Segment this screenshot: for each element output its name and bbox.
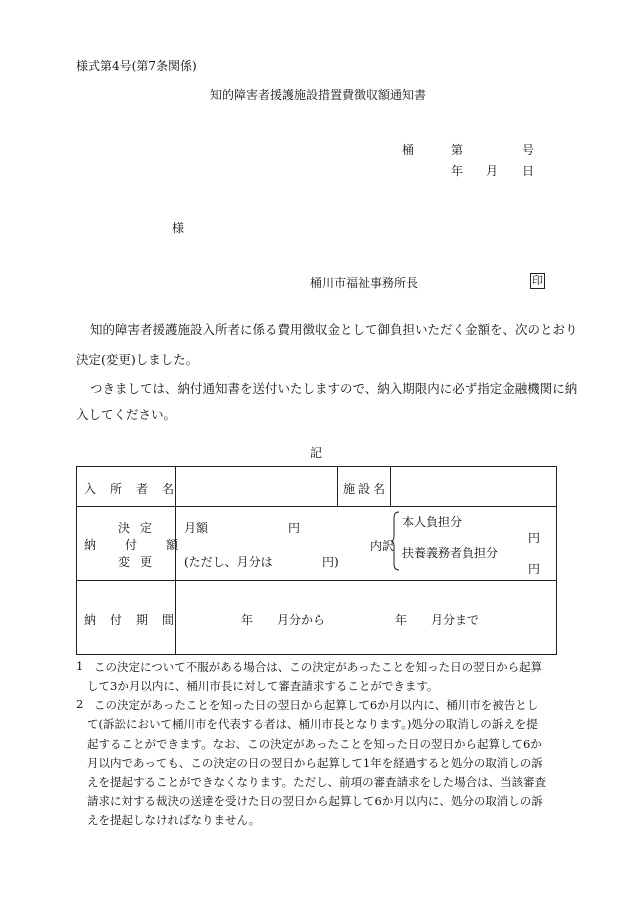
period-from: 年 月分から bbox=[241, 613, 326, 627]
issuer-name: 桶川市福祉事務所長 bbox=[310, 276, 419, 290]
monthly-amount-label: 月額 bbox=[184, 521, 209, 535]
facility-label: 施設名 bbox=[343, 482, 389, 496]
body-p2-line2: 入してください。 bbox=[76, 407, 177, 422]
ref-dai: 第 bbox=[451, 143, 464, 157]
period-label: 納付期間 bbox=[84, 613, 189, 627]
note-2-line-2: て(訴訟において桶川市を代表する者は、桶川市長となります。)処分の取消しの訴えを提 bbox=[87, 717, 538, 731]
resident-label-text: 入所者名 bbox=[84, 482, 189, 496]
note-2-num: 2 bbox=[76, 697, 84, 711]
note-2-line-4: 月以内であっても、この決定の日の翌日から起算して1年を経過すると処分の取消しの訴 bbox=[87, 756, 543, 770]
note-1-num: 1 bbox=[76, 659, 84, 673]
period-to: 年 月分まで bbox=[395, 613, 480, 627]
note-1-line-1: この決定について不服がある場合は、この決定があったことを知った日の翌日から起算 bbox=[94, 660, 543, 674]
recipient-sama: 様 bbox=[172, 221, 185, 235]
ref-month: 月 bbox=[486, 164, 499, 178]
note-2-line-6: 請求に対する裁決の送達を受けた日の翌日から起算して6か月以内に、処分の取消しの訴 bbox=[87, 794, 543, 808]
fuyo-label: 扶養義務者負担分 bbox=[402, 546, 499, 560]
body-p1-line1: 知的障害者援護施設入所者に係る費用徴収金として御負担いただく金額を、次のとおり bbox=[90, 322, 578, 337]
seal-stamp: 印 bbox=[532, 274, 543, 287]
honnin-label: 本人負担分 bbox=[402, 515, 463, 529]
note-2-line-1: この決定があったことを知った日の翌日から起算して6か月以内に、桶川市を被告とし bbox=[94, 698, 539, 712]
ki-marker: 記 bbox=[310, 446, 323, 460]
resident-label bbox=[84, 480, 189, 497]
honnin-yen: 円 bbox=[528, 531, 541, 545]
nofu-gaku-label: 納付額 bbox=[84, 538, 208, 552]
henko-label: 変更 bbox=[118, 555, 163, 569]
note-1-line-2: して3か月以内に、桶川市長に対して審査請求することができます。 bbox=[87, 679, 439, 693]
note-2-line-3: 起することができます。なお、この決定があったことを知った日の翌日から起算して6か bbox=[87, 737, 542, 751]
ref-day: 日 bbox=[522, 164, 535, 178]
tadashi-note: (ただし、月分は bbox=[184, 555, 273, 569]
note-2-line-7: えを提起しなければなりません。 bbox=[87, 813, 261, 827]
form-number: 様式第4号(第7条関係) bbox=[76, 59, 197, 73]
note-2-line-5: えを提起することができなくなります。ただし、前項の審査請求をした場合は、当該審査 bbox=[87, 775, 547, 789]
document-title: 知的障害者援護施設措置費徴収額通知書 bbox=[210, 88, 427, 102]
kettei-label: 決定 bbox=[118, 521, 163, 535]
uchiwake-label: 内訳 bbox=[370, 539, 395, 553]
ref-prefix: 桶 bbox=[402, 143, 415, 157]
body-p1-line2: 決定(変更)しました。 bbox=[76, 352, 199, 367]
fuyo-yen: 円 bbox=[528, 562, 541, 576]
ref-year: 年 bbox=[451, 164, 464, 178]
ref-go: 号 bbox=[522, 143, 535, 157]
monthly-yen: 円 bbox=[288, 521, 301, 535]
body-p2-line1: つきましては、納付通知書を送付いたしますので、納入期限内に必ず指定金融機関に納 bbox=[90, 381, 578, 396]
tadashi-yen: 円) bbox=[322, 555, 339, 569]
brace-icon bbox=[390, 510, 400, 572]
